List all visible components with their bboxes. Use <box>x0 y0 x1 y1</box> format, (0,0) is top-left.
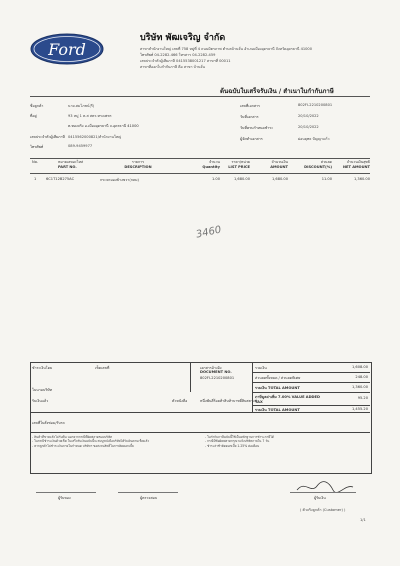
row-amount: 1,680.00 <box>271 177 288 181</box>
header-desc-en: DESCRIPTION <box>124 165 152 169</box>
discount-value: 248.00 <box>355 375 368 379</box>
customer-address-2: ต.ทองจริง อ.เมืองอุดรธานี จ.อุดรธานี 41000 <box>68 124 139 128</box>
header-price-th: ราคา/หน่วย <box>231 160 250 164</box>
note-line: - สินค้าที่ขายแล้วไม่รับคืน นอกจากกรณีที่ผิดพลาดของบริษัท <box>32 435 113 439</box>
doc-no: 802FI-2210200801 <box>298 103 333 107</box>
total-rule-4 <box>252 405 370 406</box>
collector-signature-icon <box>295 478 355 496</box>
discount-label: ส่วนลดทั้งหมด / ส่วนลดพิเศษ <box>255 376 301 380</box>
ref-divider <box>190 362 191 392</box>
header-amount-th: จำนวนเงิน <box>271 160 288 164</box>
address-line: เลขประจำตัวผู้เสียภาษี 0415538001217 สาขาที่ 00011 <box>140 59 231 63</box>
customer-name-row <box>30 103 95 109</box>
staff-row <box>240 136 330 142</box>
header-amount <box>258 160 288 170</box>
account-label: เลขที่ใบสั่งซ่อม/รับรถ <box>32 421 65 425</box>
ref-doc-en: DOCUMENT NO. <box>200 370 232 374</box>
customer-address-row <box>30 113 112 119</box>
row-desc: กระจกมองข้างขวา(กลม) <box>100 178 139 182</box>
header-part-th: หมายเลขอะไหล่ <box>58 160 84 164</box>
customer-tax-id: 0415562000821/สำนักงานใหญ่ <box>68 135 122 139</box>
header-part-en: PART NO. <box>58 165 77 169</box>
subtotal-value: 1,608.00 <box>351 365 368 369</box>
note-line: - ในกรณีชำระเงินด้วยเช็ค ใบเสร็จรับเงินฉบับนี้จะสมบูรณ์เมื่อบริษัทได้รับเงินตามเช็คแล้ว <box>32 439 150 444</box>
vat-label: ภาษีมูลค่าเพิ่ม 7.00% VALUE ADDED TAX <box>255 395 320 404</box>
total-rule-2 <box>252 382 370 383</box>
grand-total-value: 1,455.20 <box>351 407 368 411</box>
row-qty: 1.00 <box>211 177 220 181</box>
customer-name: นาย.สมโภชน์(รี) <box>68 104 95 108</box>
ref-doc-label: เอกสารอ้างอิง <box>200 366 222 370</box>
row-net: 1,360.00 <box>353 177 370 181</box>
document-title: ต้นฉบับใบเสร็จรับเงิน / สำเนาใบกำกับภาษี <box>220 88 334 95</box>
company-address <box>140 46 340 70</box>
header-qty <box>190 160 220 170</box>
header-net-th: จำนวนเงินสุทธิ <box>346 160 370 164</box>
header-price <box>222 160 250 170</box>
checker-signature-line <box>118 492 178 493</box>
total-rule-3 <box>252 392 370 393</box>
total-rule-1 <box>252 372 370 373</box>
row-no: 1 <box>34 177 37 181</box>
doc-no-row <box>240 103 333 109</box>
row-discount: 11.00 <box>321 177 332 181</box>
company-name: บริษัท พัฒเจริญ จำกัด <box>140 33 226 43</box>
header-discount <box>290 160 332 170</box>
collector-signature-label: ผู้รับเงิน <box>314 496 326 500</box>
collector-signature-line <box>290 492 356 493</box>
note-line: - หากลูกค้าไม่ชำระเงินภายในกำหนด บริษัทฯ ขอสงวนสิทธิ์ในการคิดดอกเบี้ย <box>32 443 134 448</box>
divider <box>30 96 370 97</box>
table-header-rule <box>30 173 370 174</box>
staff-name: ผ่อนยุทธ ปัญญาแก้ว <box>298 137 330 141</box>
payer-label: ชำระเงินโดย <box>32 366 53 370</box>
address-line: โทรศัพท์ 04-2282-466 โทรสาร 04-2282-459 <box>140 53 216 57</box>
received-label: รับเงินแล้ว <box>32 399 49 403</box>
header-discount-th: ส่วนลด <box>320 160 332 164</box>
due-date-row <box>240 125 319 131</box>
notes-rule <box>30 432 370 433</box>
row-part: 6C1T12B275AC <box>46 177 75 181</box>
doc-no-label: เลขที่เอกสาร <box>240 104 260 108</box>
header-desc-th: รายการ <box>131 160 145 164</box>
customer-phone: 089-9459977 <box>68 144 93 148</box>
vat-value: 95.20 <box>357 396 368 400</box>
header-qty-th: จำนวน <box>208 160 220 164</box>
address-line: สาขาสำนักงานใหญ่ เลขที่ 758 หมู่ที่ 4 ถนนมิตรภาพ ตำบลบ้านจั่น อำเภอเมืองอุดรธานี จังหวัดอุดรธานี 41000 <box>140 47 313 51</box>
staff-label: ผู้จัดทำเอกสาร <box>240 137 263 141</box>
note-line: - กรณีมีข้อผิดพลาดกรุณาแจ้งบริษัทภายใน 7 วัน <box>205 439 270 444</box>
table-top-rule <box>30 158 370 159</box>
header-part <box>58 160 83 170</box>
header-desc <box>113 160 163 170</box>
words-rule <box>30 412 370 413</box>
amount-in-words: หนึ่งพันสี่ร้อยห้าสิบห้าบาทยี่สิบสตางค์ <box>200 399 257 403</box>
header-qty-en: Quantity <box>202 165 220 169</box>
due-date-label: วันที่ครบกำหนดชำระ <box>240 126 274 130</box>
subtotal-label: รวมเงิน <box>255 366 267 370</box>
address-line: สาขาที่ออกใบกำกับภาษี คือ สาขา บ้านจั่น <box>140 65 205 69</box>
notes-left <box>32 435 197 448</box>
customer-phone-label: โทรศัพท์ <box>30 145 44 149</box>
customer-address-1: 93 หมู่ 1 ต.ส สตร-ทรงเพชร <box>68 114 112 118</box>
notes-right <box>205 435 365 448</box>
note-line: - ชำระล่าช้าคิดดอกเบี้ย 1.25% ต่อเดือน <box>205 443 260 448</box>
doc-date-label: วันที่เอกสาร <box>240 115 259 119</box>
receiver-signature-label: ผู้รับของ <box>58 496 71 500</box>
cheque-label: เช็คเลขที่ <box>95 366 110 370</box>
customer-name-label: ชื่อลูกค้า <box>30 104 44 108</box>
ref-doc-no: 802FI-2210200801 <box>200 376 235 380</box>
grand-total-label: รวมเงิน TOTAL AMOUNT <box>255 408 300 412</box>
doc-date-row <box>240 114 319 120</box>
due-date: 20/10/2022 <box>298 125 319 129</box>
customer-phone-row <box>30 144 93 150</box>
header-no: No. <box>32 160 38 164</box>
header-net-en: NET AMOUNT <box>343 165 370 169</box>
total-value: 1,360.00 <box>351 385 368 389</box>
header-price-en: LIST PRICE <box>228 165 250 169</box>
page-number: 1/1 <box>360 518 366 522</box>
handwritten-stamp: 3460 <box>195 224 223 241</box>
total-label: รวมเงิน TOTAL AMOUNT <box>255 386 300 390</box>
copy-note: ( ตัวจริงลูกค้า (Customer) ) <box>300 508 346 512</box>
checker-signature-label: ผู้ตรวจสอบ <box>140 496 158 500</box>
receiver-signature-line <box>36 492 96 493</box>
row-price: 1,680.00 <box>233 177 250 181</box>
header-amount-en: AMOUNT <box>270 165 288 169</box>
branch-label: ในนามบริษัท <box>32 388 53 392</box>
note-line: - ใบกำกับภาษีฉบับนี้ใช้เป็นหลักฐานการชำระภาษีได้ <box>205 435 274 439</box>
header-discount-en: DISCOUNT(%) <box>304 165 332 169</box>
customer-tax-row <box>30 134 122 140</box>
logo-text: Ford <box>48 40 86 59</box>
ford-logo <box>30 33 104 65</box>
customer-tax-label: เลขประจำตัวผู้เสียภาษี <box>30 135 65 139</box>
customer-address-label: ที่อยู่ <box>30 114 37 118</box>
header-net <box>334 160 370 170</box>
doc-date: 20/10/2022 <box>298 114 319 118</box>
words-label: ตัวหนังสือ <box>172 399 188 403</box>
